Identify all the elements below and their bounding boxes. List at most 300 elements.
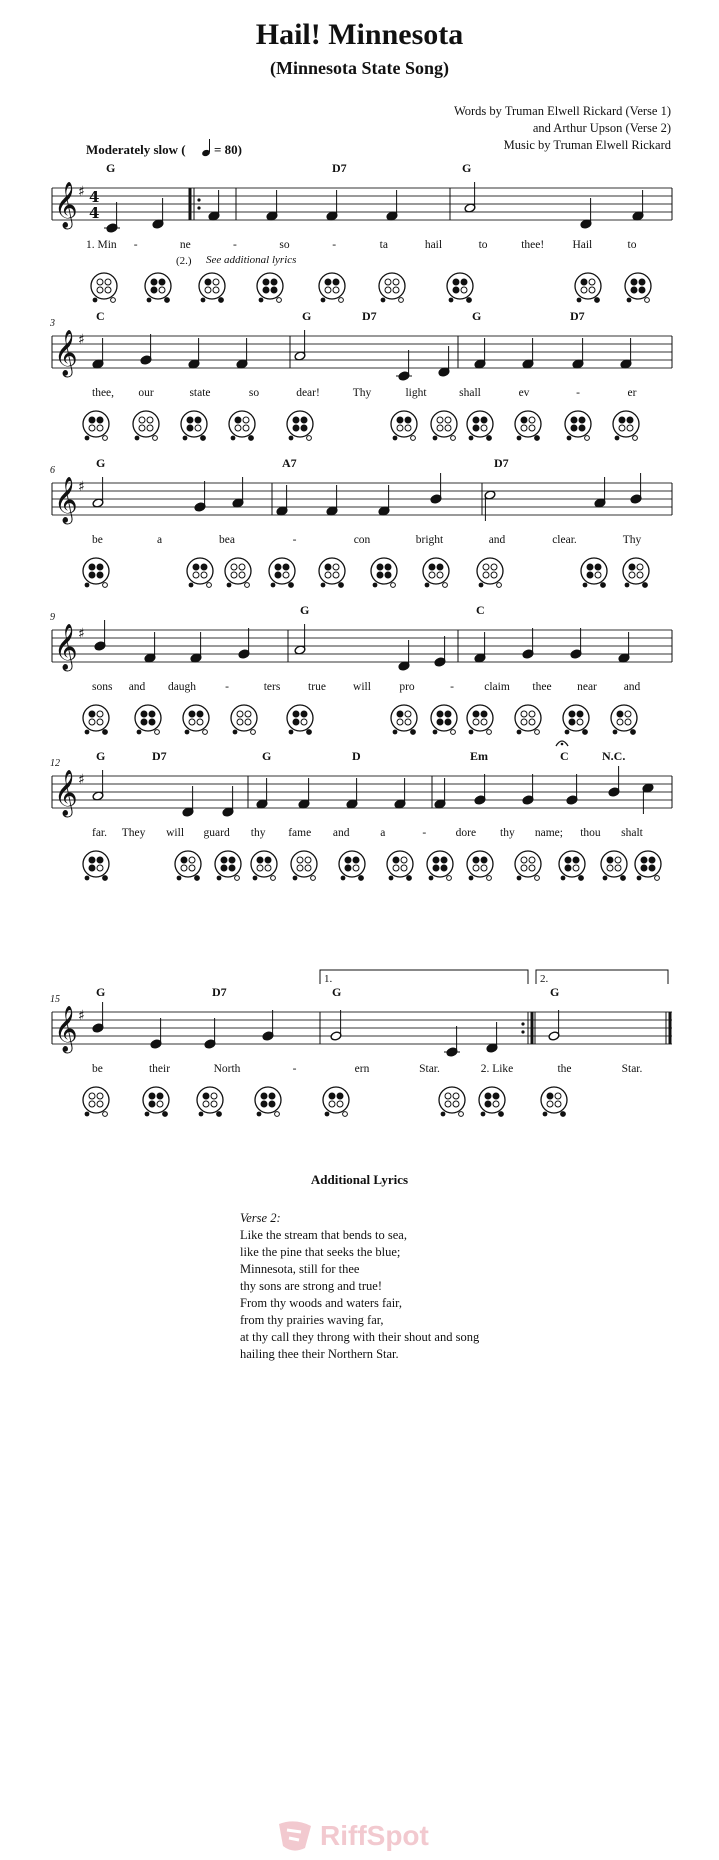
fingering-body: [563, 705, 589, 731]
fingering-hole: [141, 711, 147, 717]
thumb-hole: [257, 1112, 262, 1117]
fingering-hole: [263, 287, 269, 293]
fingering-diagram-icon: [575, 273, 601, 302]
thumb-hole: [277, 298, 282, 303]
fingering-hole: [187, 417, 193, 423]
fingering-hole: [89, 1101, 95, 1107]
fingering-body: [391, 411, 417, 437]
lyric-syllable: so: [279, 239, 290, 251]
verse-label: Verse 2:: [240, 1211, 281, 1225]
additional-lyrics-note: See additional lyrics: [206, 254, 297, 266]
thumb-hole: [85, 876, 90, 881]
credit-line: and Arthur Upson (Verse 2): [532, 121, 671, 135]
fingering-hole: [631, 287, 637, 293]
fingering-hole: [265, 865, 271, 871]
fingering-hole: [393, 865, 399, 871]
lyric-syllable: thee!: [521, 239, 545, 251]
fingering-body: [439, 1087, 465, 1113]
song-title: Hail! Minnesota: [255, 18, 464, 51]
verse-number: (2.): [176, 255, 192, 267]
additional-lyrics-title: Additional Lyrics: [310, 1172, 409, 1187]
fingering-hole: [441, 857, 447, 863]
thumb-hole: [517, 730, 522, 735]
fingering-hole: [393, 857, 399, 863]
fingering-body: [231, 705, 257, 731]
fingering-hole: [445, 711, 451, 717]
lyric-syllable: shall: [459, 387, 481, 399]
verse-line: thy sons are strong and true!: [240, 1279, 382, 1293]
fingering-body: [625, 273, 651, 299]
fingering-hole: [305, 865, 311, 871]
fingering-body: [515, 705, 541, 731]
fingering-hole: [481, 719, 487, 725]
thumb-hole: [103, 436, 108, 441]
thumb-hole: [655, 876, 660, 881]
fingering-body: [515, 851, 541, 877]
thumb-hole: [469, 876, 474, 881]
fingering-body: [175, 851, 201, 877]
fingering-diagram-icon: [197, 1087, 223, 1116]
fingering-hole: [493, 1093, 499, 1099]
fingering-hole: [89, 572, 95, 578]
chord-symbol: C: [560, 749, 569, 763]
verse-line: hailing thee their Northern Star.: [240, 1347, 399, 1361]
lyric-syllable: a: [156, 534, 163, 546]
fingering-hole: [589, 287, 595, 293]
fingering-diagram-icon: [323, 1087, 349, 1116]
fingering-hole: [301, 711, 307, 717]
fingering-hole: [337, 1093, 343, 1099]
fingering-diagram-icon: [181, 411, 207, 440]
chord-symbol: G: [332, 985, 342, 999]
fingering-hole: [529, 425, 535, 431]
thumb-hole: [627, 298, 632, 303]
fingering-hole: [221, 865, 227, 871]
fingering-hole: [461, 279, 467, 285]
lyric-syllable: bea: [219, 534, 235, 546]
thumb-hole: [391, 583, 396, 588]
thumb-hole: [271, 876, 276, 881]
thumb-hole: [481, 1112, 486, 1117]
fingering-hole: [555, 1101, 561, 1107]
fingering-body: [257, 273, 283, 299]
fingering-hole: [453, 1093, 459, 1099]
fingering-hole: [481, 865, 487, 871]
lyric-syllable: 1. Min: [86, 239, 117, 251]
volta-label: 2.: [540, 973, 549, 985]
repeat-dot: [197, 206, 200, 209]
fingering-hole: [271, 287, 277, 293]
fingering-diagram-icon: [541, 1087, 567, 1116]
fingering-hole: [157, 1093, 163, 1099]
lyric-syllable: -: [450, 681, 454, 693]
thumb-hole: [451, 730, 456, 735]
fingering-hole: [491, 564, 497, 570]
fingering-diagram-icon: [515, 851, 541, 880]
chord-symbol: N.C.: [602, 749, 626, 763]
thumb-hole: [271, 583, 276, 588]
thumb-hole: [459, 1112, 464, 1117]
fingering-hole: [333, 572, 339, 578]
thumb-hole: [621, 876, 626, 881]
fingering-hole: [271, 279, 277, 285]
thumb-hole: [177, 876, 182, 881]
fingering-hole: [301, 417, 307, 423]
fingering-hole: [573, 857, 579, 863]
fingering-hole: [571, 425, 577, 431]
thumb-hole: [585, 436, 590, 441]
fingering-hole: [569, 711, 575, 717]
fingering-diagram-icon: [339, 851, 365, 880]
fingering-hole: [333, 564, 339, 570]
thumb-hole: [185, 730, 190, 735]
fingering-hole: [521, 425, 527, 431]
thumb-hole: [595, 298, 600, 303]
measure-number: 12: [50, 758, 60, 769]
thumb-hole: [275, 1112, 280, 1117]
fingering-hole: [445, 1101, 451, 1107]
fingering-diagram-icon: [291, 851, 317, 880]
fingering-hole: [237, 711, 243, 717]
fingering-diagram-icon: [269, 558, 295, 587]
fingering-diagram-icon: [467, 851, 493, 880]
fingering-hole: [89, 711, 95, 717]
fingering-hole: [579, 425, 585, 431]
fingering-hole: [521, 719, 527, 725]
fingering-diagram-icon: [83, 1087, 109, 1116]
treble-clef-icon: 𝄞: [54, 477, 78, 523]
verse-line: Like the stream that bends to sea,: [240, 1228, 407, 1242]
fingering-body: [91, 273, 117, 299]
fingering-hole: [345, 865, 351, 871]
fingering-hole: [405, 417, 411, 423]
thumb-hole: [325, 1112, 330, 1117]
fingering-hole: [345, 857, 351, 863]
fingering-body: [319, 558, 345, 584]
thumb-hole: [289, 436, 294, 441]
lyric-syllable: and: [623, 681, 641, 693]
fingering-body: [83, 558, 109, 584]
lyric-syllable: Star.: [419, 1063, 440, 1075]
thumb-hole: [251, 730, 256, 735]
chord-symbol: G: [550, 985, 560, 999]
thumb-hole: [189, 583, 194, 588]
repeat-dot: [521, 1022, 524, 1025]
fingering-hole: [147, 425, 153, 431]
fingering-hole: [141, 719, 147, 725]
fingering-body: [83, 1087, 109, 1113]
fingering-hole: [617, 719, 623, 725]
thumb-hole: [103, 730, 108, 735]
fingering-hole: [301, 719, 307, 725]
lyric-syllable: North: [213, 1063, 241, 1075]
fingering-hole: [97, 287, 103, 293]
fingering-diagram-icon: [287, 411, 313, 440]
lyric-syllable: -: [292, 534, 297, 546]
fingering-body: [291, 851, 317, 877]
fingering-hole: [437, 719, 443, 725]
time-signature: 4: [89, 188, 100, 206]
fingering-body: [427, 851, 453, 877]
fingering-diagram-icon: [559, 851, 585, 880]
fingering-hole: [445, 425, 451, 431]
fingering-hole: [97, 711, 103, 717]
fingering-hole: [641, 865, 647, 871]
fingering-hole: [627, 425, 633, 431]
fingering-hole: [649, 865, 655, 871]
fingering-body: [611, 705, 637, 731]
chord-symbol: G: [472, 309, 482, 323]
lyric-syllable: thy: [250, 827, 266, 839]
fingering-body: [423, 558, 449, 584]
thumb-hole: [111, 298, 116, 303]
fingering-hole: [275, 572, 281, 578]
chord-symbol: G: [262, 749, 272, 763]
thumb-hole: [449, 298, 454, 303]
verse-line: Minnesota, still for thee: [240, 1262, 360, 1276]
lyric-syllable: state: [189, 387, 211, 399]
fingering-hole: [569, 719, 575, 725]
chord-symbol: G: [300, 603, 310, 617]
fingering-hole: [473, 417, 479, 423]
fingering-hole: [481, 417, 487, 423]
lyric-syllable: clear.: [552, 534, 577, 546]
fingering-body: [183, 705, 209, 731]
fingering-diagram-icon: [257, 273, 283, 302]
fingering-hole: [473, 425, 479, 431]
treble-clef-icon: 𝄞: [54, 624, 78, 670]
fingering-hole: [275, 564, 281, 570]
thumb-hole: [103, 876, 108, 881]
thumb-hole: [85, 583, 90, 588]
fingering-hole: [293, 719, 299, 725]
staff-system: [52, 970, 672, 1116]
thumb-hole: [433, 730, 438, 735]
fingering-hole: [269, 1101, 275, 1107]
thumb-hole: [373, 583, 378, 588]
fingering-hole: [485, 1093, 491, 1099]
sharp-icon: ♯: [78, 332, 85, 348]
thumb-hole: [487, 436, 492, 441]
thumb-hole: [637, 876, 642, 881]
fingering-diagram-icon: [255, 1087, 281, 1116]
fingering-body: [575, 273, 601, 299]
fingering-hole: [203, 1101, 209, 1107]
lyric-syllable: guard: [203, 827, 230, 839]
fingering-hole: [625, 719, 631, 725]
fingering-diagram-icon: [229, 411, 255, 440]
fingering-diagram-icon: [371, 558, 397, 587]
thumb-hole: [103, 1112, 108, 1117]
sharp-icon: ♯: [78, 626, 85, 642]
fingering-diagram-icon: [231, 705, 257, 734]
lyric-syllable: 2. Like: [480, 1063, 514, 1075]
fingering-hole: [377, 572, 383, 578]
thumb-hole: [219, 298, 224, 303]
staff-system: [52, 620, 672, 734]
thumb-hole: [343, 1112, 348, 1117]
lyric-syllable: thee: [532, 681, 552, 693]
fingering-hole: [445, 417, 451, 423]
thumb-hole: [389, 876, 394, 881]
fingering-body: [515, 411, 541, 437]
thumb-hole: [393, 436, 398, 441]
fingering-body: [431, 705, 457, 731]
thumb-hole: [479, 583, 484, 588]
thumb-hole: [311, 876, 316, 881]
thumb-hole: [203, 730, 208, 735]
thumb-hole: [469, 730, 474, 735]
fingering-hole: [397, 719, 403, 725]
thumb-hole: [443, 583, 448, 588]
fingering-body: [215, 851, 241, 877]
fingering-hole: [405, 425, 411, 431]
thumb-hole: [137, 730, 142, 735]
thumb-hole: [561, 1112, 566, 1117]
fingering-hole: [581, 287, 587, 293]
thumb-hole: [85, 1112, 90, 1117]
fingering-body: [251, 851, 277, 877]
fingering-hole: [429, 572, 435, 578]
fingering-body: [229, 411, 255, 437]
fingering-body: [467, 411, 493, 437]
fingering-body: [559, 851, 585, 877]
fingering-hole: [157, 1101, 163, 1107]
verse-line: at thy call they throng with their shout and song: [240, 1330, 480, 1344]
fingering-body: [323, 1087, 349, 1113]
fingering-hole: [305, 857, 311, 863]
fingering-hole: [461, 287, 467, 293]
fingering-hole: [445, 719, 451, 725]
repeat-dot: [521, 1030, 524, 1033]
thumb-hole: [307, 730, 312, 735]
fingering-diagram-icon: [423, 558, 449, 587]
lyric-syllable: ta: [379, 239, 388, 251]
lyric-syllable: fame: [288, 827, 312, 839]
fingering-hole: [437, 564, 443, 570]
chord-symbol: D7: [332, 161, 347, 175]
credit-line: Words by Truman Elwell Rickard (Verse 1): [453, 104, 671, 118]
fingering-hole: [437, 572, 443, 578]
fingering-diagram-icon: [91, 273, 117, 302]
fingering-diagram-icon: [215, 851, 241, 880]
fingering-hole: [283, 564, 289, 570]
fingering-hole: [529, 857, 535, 863]
lyric-syllable: name;: [534, 827, 563, 839]
fingering-body: [145, 273, 171, 299]
fingering-diagram-icon: [439, 1087, 465, 1116]
fingering-diagram-icon: [175, 851, 201, 880]
thumb-hole: [341, 876, 346, 881]
fingering-diagram-icon: [319, 558, 345, 587]
fingering-body: [379, 273, 405, 299]
fingering-hole: [401, 865, 407, 871]
chord-symbol: G: [302, 309, 312, 323]
fingering-hole: [385, 287, 391, 293]
fingering-diagram-icon: [613, 411, 639, 440]
fingering-diagram-icon: [515, 705, 541, 734]
fingering-hole: [437, 711, 443, 717]
fingering-hole: [89, 865, 95, 871]
fingering-hole: [433, 865, 439, 871]
fingering-diagram-icon: [391, 411, 417, 440]
thumb-hole: [535, 730, 540, 735]
fingering-diagram-icon: [565, 411, 591, 440]
fingering-hole: [293, 417, 299, 423]
thumb-hole: [467, 298, 472, 303]
lyric-syllable: near: [577, 681, 597, 693]
thumb-hole: [487, 730, 492, 735]
lyric-syllable: pro: [399, 681, 415, 693]
thumb-hole: [451, 436, 456, 441]
lyric-syllable: our: [138, 387, 154, 399]
fingering-hole: [521, 417, 527, 423]
fingering-hole: [89, 719, 95, 725]
thumb-hole: [565, 730, 570, 735]
fingering-hole: [565, 857, 571, 863]
chord-symbol: D7: [494, 456, 509, 470]
lyric-syllable: the: [557, 1063, 572, 1075]
thumb-hole: [183, 436, 188, 441]
thumb-hole: [245, 583, 250, 588]
lyric-syllable: a: [380, 827, 386, 839]
fingering-hole: [529, 719, 535, 725]
fingering-body: [477, 558, 503, 584]
fingering-hole: [337, 1101, 343, 1107]
treble-clef-icon: 𝄞: [54, 182, 78, 228]
fingering-hole: [97, 1101, 103, 1107]
fingering-body: [387, 851, 413, 877]
thumb-hole: [153, 436, 158, 441]
fingering-hole: [481, 425, 487, 431]
fingering-body: [447, 273, 473, 299]
fingering-hole: [257, 865, 263, 871]
fingering-hole: [149, 1093, 155, 1099]
fingering-hole: [555, 1093, 561, 1099]
treble-clef-icon: 𝄞: [54, 770, 78, 816]
thumb-hole: [411, 730, 416, 735]
staff-system: [52, 741, 672, 880]
fingering-hole: [193, 572, 199, 578]
fingering-diagram-icon: [143, 1087, 169, 1116]
fingering-hole: [619, 425, 625, 431]
fingering-hole: [261, 1101, 267, 1107]
thumb-hole: [517, 876, 522, 881]
fingering-body: [143, 1087, 169, 1113]
lyric-syllable: Thy: [622, 534, 642, 546]
fingering-hole: [269, 1093, 275, 1099]
thumb-hole: [207, 583, 212, 588]
fingering-hole: [261, 1093, 267, 1099]
fingering-hole: [397, 417, 403, 423]
lyric-syllable: be: [92, 1063, 103, 1075]
fingering-hole: [97, 1093, 103, 1099]
fingering-hole: [151, 279, 157, 285]
fingering-hole: [473, 865, 479, 871]
fingering-hole: [615, 865, 621, 871]
thumb-hole: [147, 298, 152, 303]
fingering-hole: [329, 1101, 335, 1107]
fingering-diagram-icon: [477, 558, 503, 587]
lyric-syllable: dear!: [296, 387, 320, 399]
staff-system: [52, 473, 672, 587]
time-signature: 4: [89, 204, 100, 222]
fingering-hole: [577, 711, 583, 717]
fingering-body: [255, 1087, 281, 1113]
fingering-diagram-icon: [431, 705, 457, 734]
fingering-hole: [265, 857, 271, 863]
fingering-hole: [433, 857, 439, 863]
